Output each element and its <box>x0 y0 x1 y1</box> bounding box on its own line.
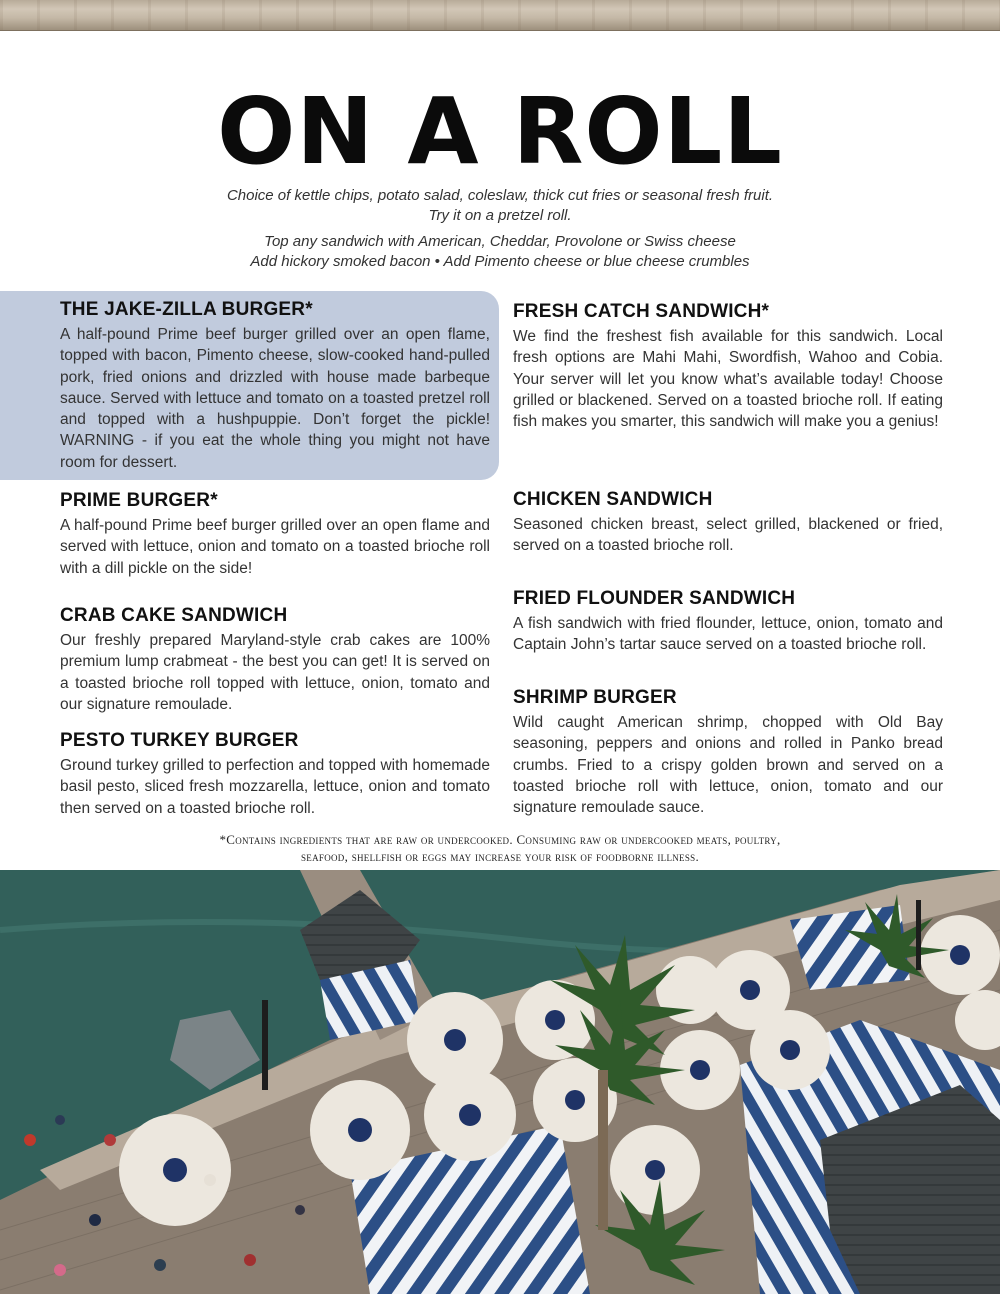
menu-item-name: PESTO TURKEY BURGER <box>60 730 299 751</box>
menu-item-name: FRESH CATCH SANDWICH* <box>513 301 770 322</box>
menu-item-chicken-sandwich <box>513 488 943 557</box>
menu-item-name: PRIME BURGER* <box>60 490 218 511</box>
lamp-post-left <box>262 1000 268 1090</box>
menu-item-crab-cake-sandwich <box>60 604 490 715</box>
menu-item-description: Our freshly prepared Maryland-style crab cakes are 100% premium lump crabmeat - the best you can get! It is served on a toasted brioche roll topped with lettuce, onion, tomato and our signature remoulade. <box>60 632 490 713</box>
menu-item-name: THE JAKE-ZILLA BURGER* <box>60 299 313 320</box>
menu-item-description: A half-pound Prime beef burger grilled over an open flame and served with lettuce, onion and tomato on a toasted brioche roll with a dill pickle on the side! <box>60 517 490 577</box>
menu-item-fried-flounder-sandwich <box>513 587 943 656</box>
menu-item-description: A fish sandwich with fried flounder, lettuce, onion, tomato and Captain John’s tartar sauce served on a toasted brioche roll. <box>513 615 943 654</box>
menu-item-name: CRAB CAKE SANDWICH <box>60 605 288 626</box>
menu-item-name: FRIED FLOUNDER SANDWICH <box>513 588 796 609</box>
menu-item-pesto-turkey-burger <box>60 729 490 819</box>
aerial-deck-illustration <box>0 870 1000 1294</box>
menu-item-description: Seasoned chicken breast, select grilled, blackened or fried, served on a toasted brioche roll. <box>513 516 943 555</box>
intro-cheese-line: Top any sandwich with American, Cheddar, Provolone or Swiss cheese <box>264 233 736 250</box>
raw-food-disclaimer <box>0 831 1000 865</box>
intro-addons-line: Add hickory smoked bacon • Add Pimento cheese or blue cheese crumbles <box>250 253 750 270</box>
menu-item-prime-burger <box>60 489 490 579</box>
intro-pretzel-line: Try it on a pretzel roll. <box>428 207 572 224</box>
page-title: ON A ROLL <box>217 78 783 185</box>
menu-item-name: SHRIMP BURGER <box>513 687 677 708</box>
menu-item-name: CHICKEN SANDWICH <box>513 489 713 510</box>
menu-item-description: We find the freshest fish available for this sandwich. Local fresh options are Mahi Mahi, Swordfish, Wahoo and Cobia. Your server will let you know what’s available today! Choose grilled or blackened. Served on a toasted brioche roll. If eating fish makes you smarter, this sandwich will make you a genius! <box>513 328 943 431</box>
wood-header-banner <box>0 0 1000 31</box>
menu-item-shrimp-burger <box>513 686 943 818</box>
menu-item-jake-zilla-burger <box>60 298 490 473</box>
aerial-deck-photo <box>0 870 1000 1294</box>
disclaimer-line-1: *Contains ingredients that are raw or undercooked. Consuming raw or undercooked meats, poultry, <box>219 832 781 847</box>
palm-trunk <box>598 1070 608 1230</box>
menu-item-description: A half-pound Prime beef burger grilled over an open flame, topped with bacon, Pimento cheese, slow-cooked hand-pulled pork, fried onions and drizzled with house made barbeque sauce. Served with lettuce and tomato on a toasted pretzel roll and topped with a hushpuppie. Don’t forget the pickle! WARNING - if you eat the whole thing you might not have room for dessert. <box>60 326 490 471</box>
disclaimer-line-2: seafood, shellfish or eggs may increase your risk of foodborne illness. <box>300 849 699 864</box>
menu-item-fresh-catch-sandwich <box>513 300 943 432</box>
menu-item-description: Ground turkey grilled to perfection and topped with homemade basil pesto, sliced fresh mozzarella, lettuce, onion and tomato then served on a toasted brioche roll. <box>60 757 490 817</box>
intro-sides-line: Choice of kettle chips, potato salad, coleslaw, thick cut fries or seasonal fresh fruit. <box>226 187 774 204</box>
lamp-post-right <box>916 900 921 970</box>
menu-item-description: Wild caught American shrimp, chopped with Old Bay seasoning, peppers and onions and rolled in Panko bread crumbs. Fried to a crispy golden brown and served on a toasted brioche roll with lettuce, onion, tomato and our signature remoulade sauce. <box>513 714 943 817</box>
